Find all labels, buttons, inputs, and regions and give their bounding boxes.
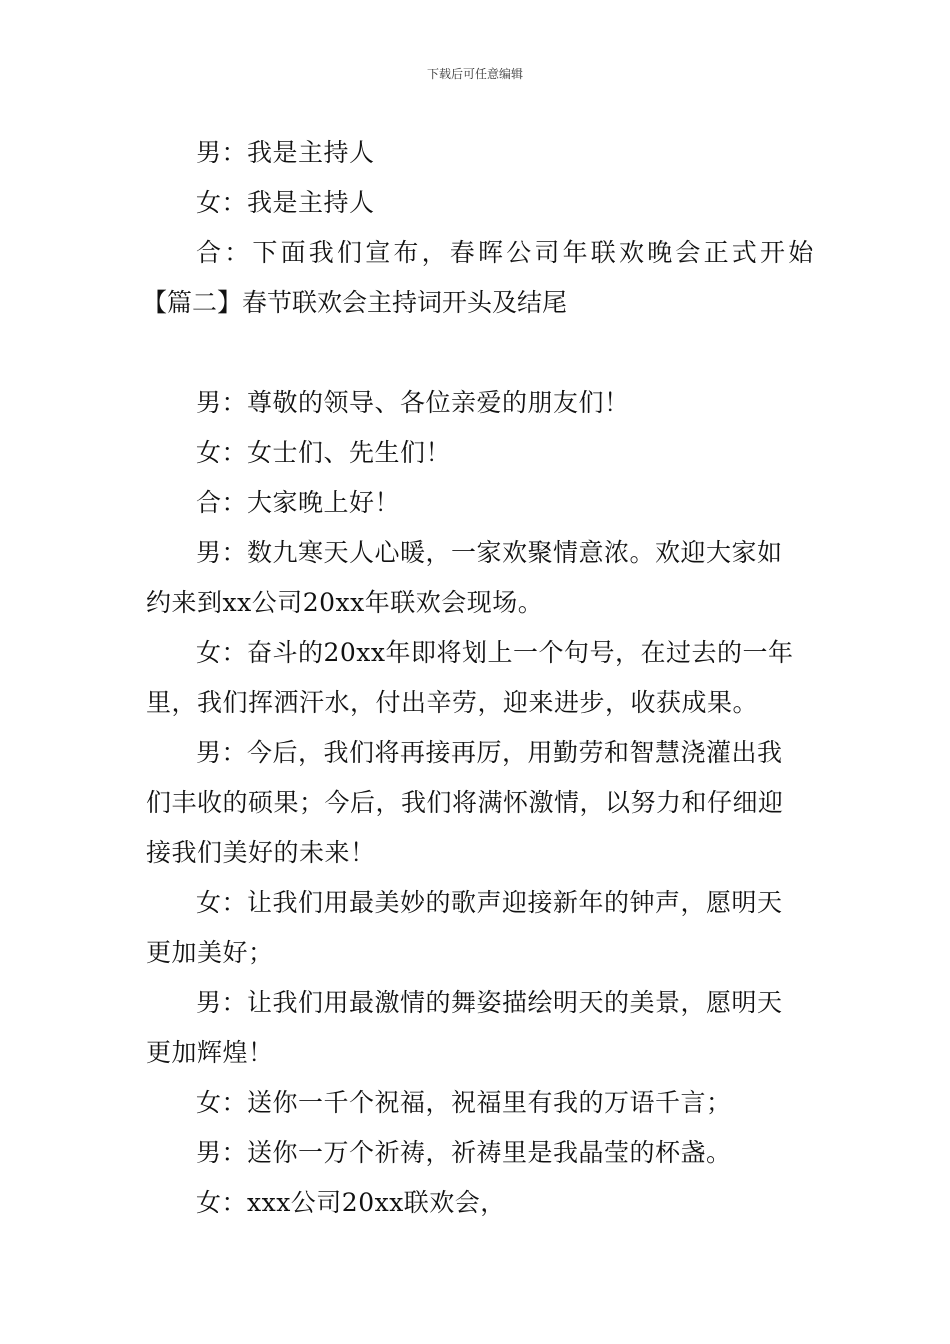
dialogue-line: 女：女士们、先生们！ [196, 438, 452, 467]
section-title: 【篇二】春节联欢会主持词开头及结尾 [142, 288, 568, 317]
dialogue-line-continued: 们丰收的硕果；今后，我们将满怀激情，以努力和仔细迎 [146, 788, 784, 817]
dialogue-line: 女：让我们用最美妙的歌声迎接新年的钟声，愿明天 [196, 888, 783, 917]
dialogue-line: 男：尊敬的领导、各位亲爱的朋友们！ [196, 388, 630, 417]
dialogue-line: 合：下面我们宣布，春晖公司年联欢晚会正式开始 [196, 238, 817, 267]
dialogue-line: 男：送你一万个祈祷，祈祷里是我晶莹的杯盏。 [196, 1138, 732, 1167]
blank-line [146, 328, 810, 378]
dialogue-line: 男：让我们用最激情的舞姿描绘明天的美景，愿明天 [196, 988, 783, 1017]
page-header: 下载后可任意编辑 [426, 67, 523, 81]
dialogue-line-continued: 更加辉煌！ [146, 1038, 274, 1067]
dialogue-line: 合：大家晚上好！ [196, 488, 401, 517]
dialogue-line-continued: 更加美好； [146, 938, 274, 967]
dialogue-line: 女：我是主持人 [196, 188, 375, 217]
dialogue-line-continued: 约来到xx公司20xx年联欢会现场。 [146, 588, 544, 617]
dialogue-line: 男：我是主持人 [196, 138, 375, 167]
document-body [142, 128, 817, 1228]
dialogue-line-continued: 里，我们挥洒汗水，付出辛劳，迎来进步，收获成果。 [146, 688, 759, 717]
dialogue-line: 男：今后，我们将再接再厉，用勤劳和智慧浇灌出我 [196, 738, 783, 767]
dialogue-line-continued: 接我们美好的未来！ [146, 838, 376, 867]
dialogue-line: 女：送你一千个祝福，祝福里有我的万语千言； [196, 1088, 732, 1117]
dialogue-line: 女：xxx公司20xx联欢会， [196, 1188, 506, 1217]
dialogue-line: 男：数九寒天人心暖，一家欢聚情意浓。欢迎大家如 [196, 538, 783, 567]
dialogue-line: 女：奋斗的20xx年即将划上一个句号，在过去的一年 [196, 638, 794, 667]
